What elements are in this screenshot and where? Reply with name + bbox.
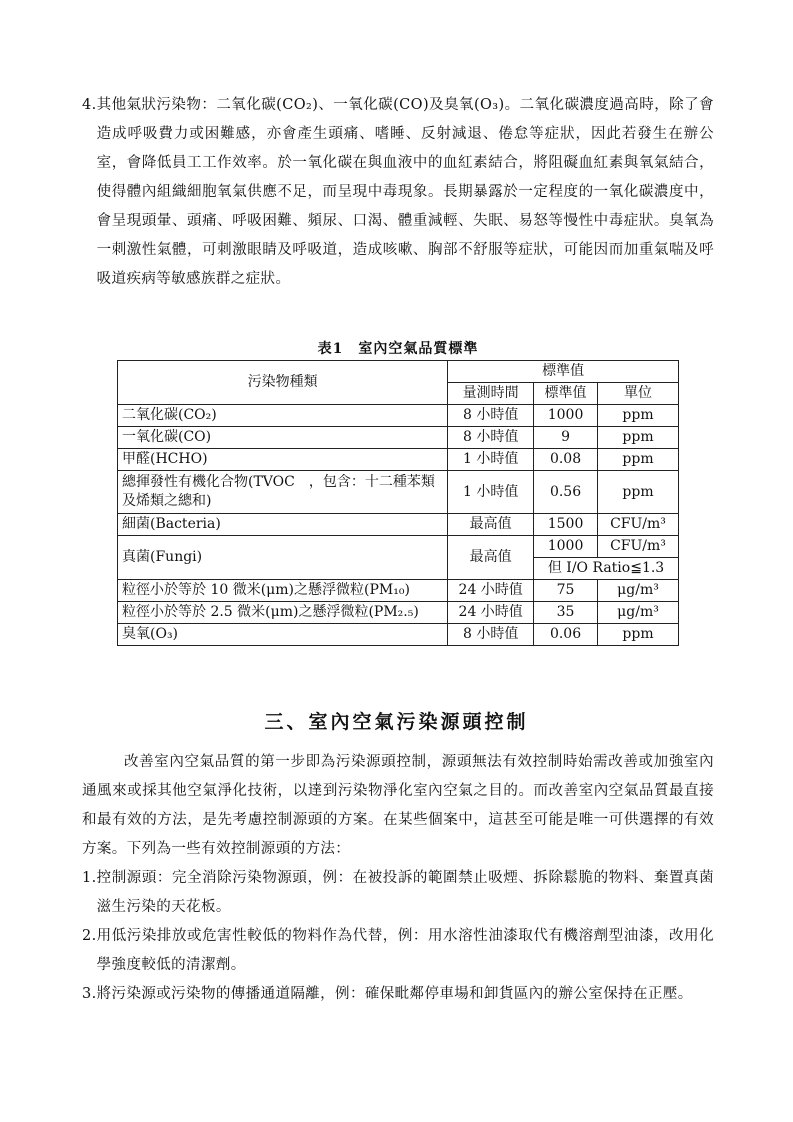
table-row [118,427,679,449]
unit: ppm [598,624,679,646]
numbered-item-1 [82,864,714,922]
table-row [118,624,679,646]
standard-value: 75 [534,580,598,602]
item-number: 1. [82,870,97,886]
standard-value: 1000 [534,536,598,558]
measurement-time: 最高值 [448,536,534,580]
section-heading: 三、室內空氣污染源頭控制 [264,711,529,733]
pollutant-name: 總揮發性有機化合物(TVOC ，包含：十二種苯類及烯類之總和) [118,471,448,514]
measurement-time: 最高值 [448,514,534,536]
header-unit: 單位 [598,383,679,405]
header-measurement-time: 量測時間 [448,383,534,405]
pollutant-name: 二氧化碳(CO₂) [118,405,448,427]
standard-value: 0.56 [534,471,598,514]
standard-value: 9 [534,427,598,449]
header-standard-value: 標準值 [534,383,598,405]
measurement-time: 8 小時值 [448,405,534,427]
measurement-time: 1 小時值 [448,449,534,471]
table-row [118,514,679,536]
table-caption: 表1 室內空氣品質標準 [317,341,479,357]
numbered-item-4 [82,91,714,294]
numbered-item-3 [82,980,714,1009]
item-text: 用低污染排放或危害性較低的物料作為代替，例：用水溶性油漆取代有機溶劑型油漆，改用化學強度較低的清潔劑。 [96,928,714,973]
unit: μg/m³ [598,580,679,602]
paragraph-other-gaseous-pollutants [82,91,714,294]
standard-value: 1000 [534,405,598,427]
intro-paragraph: 改善室內空氣品質的第一步即為污染源頭控制，源頭無法有效控制時始需改善或加強室內通風來或採其他空氣淨化技術，以達到污染物淨化室內空氣之目的。而改善室內空氣品質最直接和最有效的方法，是先考慮控制源頭的方案。在某些個案中，這甚至可能是唯一可供選擇的有效方案。下列為一些有效控制源頭的方法： [82,754,714,857]
table-row [118,602,679,624]
numbered-item-2 [82,922,714,980]
header-pollutant: 污染物種類 [118,361,448,405]
pollutant-name: 甲醛(HCHO) [118,449,448,471]
pollutant-name: 細菌(Bacteria) [118,514,448,536]
pollutant-name: 一氧化碳(CO) [118,427,448,449]
unit: CFU/m³ [598,514,679,536]
standard-value: 0.08 [534,449,598,471]
pollutant-name: 真菌(Fungi) [118,536,448,580]
measurement-time: 1 小時值 [448,471,534,514]
measurement-time: 8 小時值 [448,624,534,646]
unit: μg/m³ [598,602,679,624]
table-row [118,449,679,471]
unit: ppm [598,471,679,514]
section-body [82,748,714,1009]
item-number: 2. [82,928,97,944]
pollutant-name: 粒徑小於等於 2.5 微米(μm)之懸浮微粒(PM₂.₅) [118,602,448,624]
unit: ppm [598,405,679,427]
unit: ppm [598,449,679,471]
pollutant-name: 臭氧(O₃) [118,624,448,646]
pollutant-name: 粒徑小於等於 10 微米(μm)之懸浮微粒(PM₁₀) [118,580,448,602]
measurement-time: 24 小時值 [448,602,534,624]
indoor-air-quality-standards-table [117,360,679,646]
item-number: 4. [82,97,97,113]
item-text: 控制源頭：完全消除污染物源頭，例：在被投訴的範圍禁止吸煙、拆除鬆脆的物料、棄置真菌滋生污染的天花板。 [96,870,714,915]
unit: CFU/m³ [598,536,679,558]
table-header-row [118,361,679,383]
item-text: 其他氣狀污染物：二氧化碳(CO₂)、一氧化碳(CO)及臭氧(O₃)。二氧化碳濃度過高時，除了會造成呼吸費力或困難感，亦會產生頭痛、嗜睡、反射減退、倦怠等症狀，因此若發生在辦公室，會降低員工工作效率。於一氧化碳在與血液中的血紅素結合，將阻礙血紅素與氧氣結合，使得體內組織細胞氧氣供應不足，而呈現中毒現象。長期暴露於一定程度的一氧化碳濃度中，會呈現頭暈、頭痛、呼吸困難、頻尿、口渴、體重減輕、失眠、易怒等慢性中毒症狀。臭氧為一刺激性氣體，可刺激眼睛及呼吸道，造成咳嗽、胸部不舒服等症狀，可能因而加重氣喘及呼吸道疾病等敏感族群之症狀。 [96,97,714,287]
standard-value: 0.06 [534,624,598,646]
measurement-time: 8 小時值 [448,427,534,449]
item-number: 3. [82,986,97,1002]
header-standard-group: 標準值 [448,361,679,383]
table-row [118,405,679,427]
fungi-ratio-note: 但 I/O Ratio≦1.3 [534,558,679,580]
table-row [118,471,679,514]
table-row [118,536,679,558]
item-text: 將污染源或污染物的傳播通道隔離，例：確保毗鄰停車場和卸貨區內的辦公室保持在正壓。 [96,986,693,1002]
standard-value: 35 [534,602,598,624]
unit: ppm [598,427,679,449]
measurement-time: 24 小時值 [448,580,534,602]
standard-value: 1500 [534,514,598,536]
table-row [118,580,679,602]
